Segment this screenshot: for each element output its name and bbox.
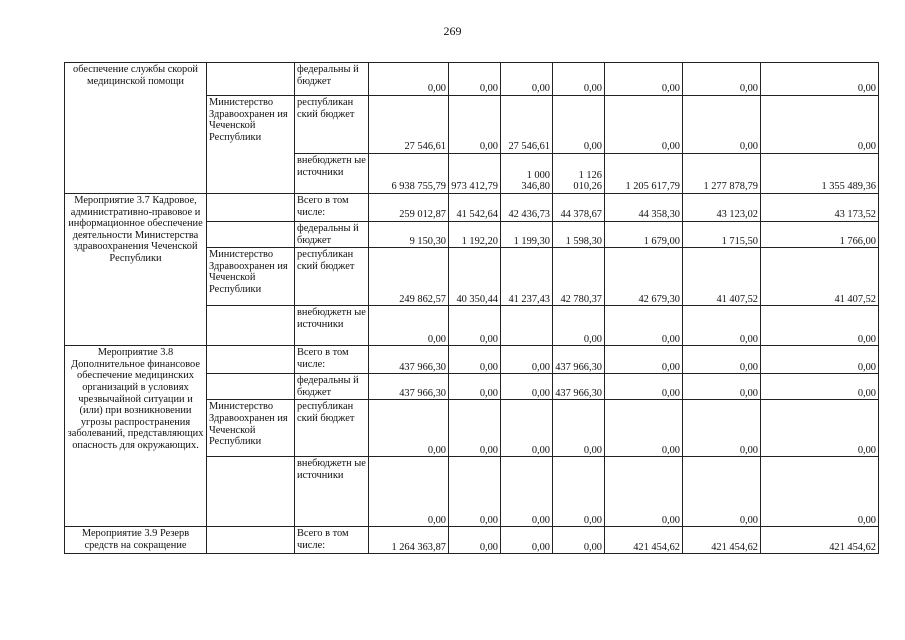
executor-cell: [207, 346, 295, 374]
value-cell: 1 766,00: [761, 222, 879, 248]
value-cell: 0,00: [501, 527, 553, 554]
funding-source-cell: Всего в том числе:: [295, 346, 369, 374]
value-cell: 0,00: [501, 63, 553, 96]
table-row: [65, 63, 879, 96]
funding-source-cell: федеральны й бюджет: [295, 374, 369, 400]
value-cell: 0,00: [605, 306, 683, 346]
value-cell: 0,00: [605, 400, 683, 457]
value-cell: 0,00: [683, 306, 761, 346]
value-cell: 0,00: [605, 63, 683, 96]
budget-table: [64, 62, 879, 554]
value-cell: 44 378,67: [553, 194, 605, 222]
executor-cell: [207, 222, 295, 248]
value-cell: 41 237,43: [501, 248, 553, 306]
value-cell: 0,00: [683, 63, 761, 96]
value-cell: 437 966,30: [369, 346, 449, 374]
value-cell: 0,00: [501, 374, 553, 400]
event-name-cell: Мероприятие 3.9 Резерв средств на сокращение: [65, 527, 207, 554]
value-cell: 1 277 878,79: [683, 154, 761, 194]
funding-source-cell: внебюджетн ые источники: [295, 457, 369, 527]
value-cell: 0,00: [683, 374, 761, 400]
executor-cell: [207, 527, 295, 554]
value-cell: 0,00: [501, 457, 553, 527]
value-cell: 437 966,30: [553, 374, 605, 400]
value-cell: 0,00: [605, 374, 683, 400]
executor-cell: [207, 306, 295, 346]
value-cell: 1 205 617,79: [605, 154, 683, 194]
funding-source-cell: республикан ский бюджет: [295, 96, 369, 154]
value-cell: 0,00: [605, 457, 683, 527]
value-cell: 41 407,52: [683, 248, 761, 306]
value-cell: 0,00: [553, 527, 605, 554]
value-cell: 249 862,57: [369, 248, 449, 306]
value-cell: 1 598,30: [553, 222, 605, 248]
value-cell: 0,00: [761, 374, 879, 400]
value-cell: 421 454,62: [605, 527, 683, 554]
event-name-cell: Мероприятие 3.8 Дополнительное финансовое обеспечение медицинских организаций в условиях чрезвычайной ситуации и (или) при возникновении угрозы распространения заболеваний, представляющих опасность для окружающих.: [65, 346, 207, 527]
value-cell: 0,00: [369, 63, 449, 96]
value-cell: 0,00: [449, 63, 501, 96]
funding-source-cell: внебюджетн ые источники: [295, 306, 369, 346]
funding-source-cell: Всего в том числе:: [295, 194, 369, 222]
value-cell: 0,00: [449, 457, 501, 527]
event-name-cell: обеспечение службы скорой медицинской помощи: [65, 63, 207, 194]
funding-source-cell: республикан ский бюджет: [295, 400, 369, 457]
value-cell: 421 454,62: [761, 527, 879, 554]
value-cell: 1 126 010,26: [553, 154, 605, 194]
value-cell: 0,00: [501, 346, 553, 374]
value-cell: 44 358,30: [605, 194, 683, 222]
table-row: [65, 527, 879, 554]
executor-cell: Министерство Здравоохранен ия Чеченской Республики: [207, 400, 295, 457]
value-cell: 1 000 346,80: [501, 154, 553, 194]
event-name-cell: Мероприятие 3.7 Кадровое, административно-правовое и информационное обеспечение деятельности Министерства здравоохранения Чеченской Республики: [65, 194, 207, 346]
value-cell: 0,00: [369, 457, 449, 527]
value-cell: 9 150,30: [369, 222, 449, 248]
value-cell: 27 546,61: [369, 96, 449, 154]
value-cell: 0,00: [761, 306, 879, 346]
value-cell: 0,00: [449, 400, 501, 457]
value-cell: 41 407,52: [761, 248, 879, 306]
value-cell: 0,00: [605, 96, 683, 154]
value-cell: 27 546,61: [501, 96, 553, 154]
funding-source-cell: федеральны й бюджет: [295, 222, 369, 248]
value-cell: 0,00: [761, 400, 879, 457]
value-cell: 0,00: [761, 63, 879, 96]
value-cell: 43 173,52: [761, 194, 879, 222]
value-cell: 973 412,79: [449, 154, 501, 194]
value-cell: 41 542,64: [449, 194, 501, 222]
value-cell: 0,00: [369, 306, 449, 346]
executor-cell: [207, 63, 295, 96]
value-cell: 0,00: [761, 96, 879, 154]
executor-cell: Министерство Здравоохранен ия Чеченской Республики: [207, 248, 295, 306]
funding-source-cell: федеральны й бюджет: [295, 63, 369, 96]
value-cell: 0,00: [449, 374, 501, 400]
value-cell: 0,00: [449, 96, 501, 154]
value-cell: 421 454,62: [683, 527, 761, 554]
funding-source-cell: Всего в том числе:: [295, 527, 369, 554]
value-cell: 437 966,30: [369, 374, 449, 400]
value-cell: 1 199,30: [501, 222, 553, 248]
value-cell: 42 679,30: [605, 248, 683, 306]
value-cell: 0,00: [683, 96, 761, 154]
table-row: [65, 346, 879, 374]
value-cell: 0,00: [449, 306, 501, 346]
value-cell: 0,00: [553, 63, 605, 96]
value-cell: [501, 306, 553, 346]
value-cell: 43 123,02: [683, 194, 761, 222]
value-cell: 1 355 489,36: [761, 154, 879, 194]
value-cell: 0,00: [369, 400, 449, 457]
value-cell: 0,00: [553, 96, 605, 154]
page-number: 269: [443, 24, 462, 38]
value-cell: 0,00: [683, 346, 761, 374]
table-row: [65, 194, 879, 222]
value-cell: 0,00: [683, 400, 761, 457]
value-cell: 1 715,50: [683, 222, 761, 248]
value-cell: 0,00: [553, 457, 605, 527]
funding-source-cell: республикан ский бюджет: [295, 248, 369, 306]
value-cell: 42 780,37: [553, 248, 605, 306]
value-cell: 1 192,20: [449, 222, 501, 248]
value-cell: 0,00: [553, 306, 605, 346]
funding-source-cell: внебюджетн ые источники: [295, 154, 369, 194]
value-cell: 259 012,87: [369, 194, 449, 222]
value-cell: 0,00: [553, 400, 605, 457]
executor-cell: [207, 457, 295, 527]
value-cell: 0,00: [449, 527, 501, 554]
value-cell: 0,00: [761, 457, 879, 527]
value-cell: 1 679,00: [605, 222, 683, 248]
value-cell: 42 436,73: [501, 194, 553, 222]
value-cell: 0,00: [761, 346, 879, 374]
executor-cell: [207, 374, 295, 400]
executor-cell: Министерство Здравоохранен ия Чеченской Республики: [207, 96, 295, 194]
value-cell: 0,00: [449, 346, 501, 374]
value-cell: 0,00: [501, 400, 553, 457]
value-cell: 0,00: [683, 457, 761, 527]
value-cell: 6 938 755,79: [369, 154, 449, 194]
value-cell: 0,00: [605, 346, 683, 374]
executor-cell: [207, 194, 295, 222]
value-cell: 1 264 363,87: [369, 527, 449, 554]
value-cell: 437 966,30: [553, 346, 605, 374]
value-cell: 40 350,44: [449, 248, 501, 306]
